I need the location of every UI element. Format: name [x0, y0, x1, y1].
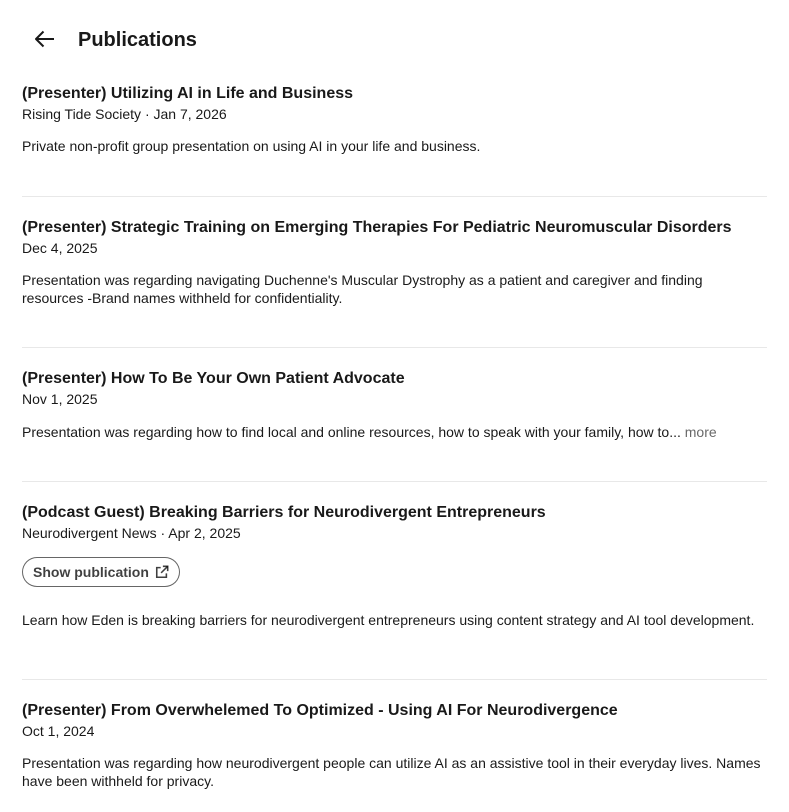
publication-item [22, 680, 767, 812]
publication-title: (Presenter) Utilizing AI in Life and Business [22, 85, 354, 102]
page-title: Publications [78, 29, 197, 51]
publication-title: (Presenter) Strategic Training on Emerging Therapies For Pediatric Neuromuscular Disorders [22, 219, 732, 236]
publication-description: Presentation was regarding navigating Duchenne's Muscular Dystrophy as a patient and caregiver and finding resources -Brand names withheld for confidentiality. [22, 272, 703, 306]
publication-description: Presentation was regarding how neurodivergent people can utilize AI as an assistive tool in their everyday lives. Names have been withheld for privacy. [22, 755, 761, 789]
publication-item [22, 197, 767, 348]
publications-list [22, 80, 767, 812]
publication-title: (Presenter) How To Be Your Own Patient Advocate [22, 370, 405, 387]
show-publication-button[interactable] [22, 557, 180, 587]
publication-meta: Oct 1, 2024 [22, 723, 95, 739]
publication-title: (Podcast Guest) Breaking Barriers for Neurodivergent Entrepreneurs [22, 504, 546, 521]
publication-meta: Neurodivergent News · Apr 2, 2025 [22, 525, 241, 541]
publication-description-text: Presentation was regarding how to find local and online resources, how to speak with your family, how to... [22, 424, 681, 440]
publication-description: Learn how Eden is breaking barriers for neurodivergent entrepreneurs using content strategy and AI tool development. [22, 612, 755, 628]
publication-description: Private non-profit group presentation on using AI in your life and business. [22, 138, 481, 154]
publication-title: (Presenter) From Overwhelemed To Optimized - Using AI For Neurodivergence [22, 702, 618, 719]
publication-item [22, 80, 767, 197]
external-link-icon [155, 565, 169, 579]
publication-description [22, 423, 767, 441]
page-header [0, 0, 789, 80]
publication-item [22, 348, 767, 482]
publication-meta: Nov 1, 2025 [22, 391, 98, 407]
see-more-link[interactable]: more [684, 424, 717, 440]
publication-meta: Dec 4, 2025 [22, 240, 98, 256]
back-button[interactable] [28, 22, 62, 56]
publication-meta: Rising Tide Society · Jan 7, 2026 [22, 106, 227, 122]
publication-item [22, 482, 767, 680]
show-publication-label: Show publication [33, 564, 149, 580]
arrow-left-icon [33, 27, 57, 51]
